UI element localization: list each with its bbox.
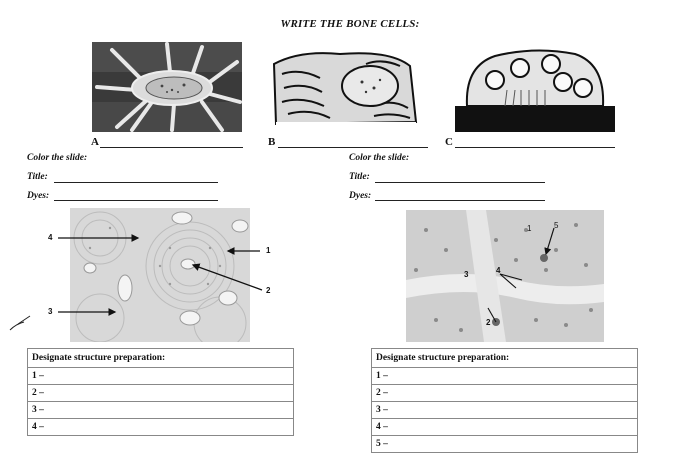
right-dyes-label: Dyes:	[349, 191, 372, 201]
right-structure-table	[371, 348, 638, 453]
left-pointer-number-3: 3	[48, 307, 53, 316]
right-title-label: Title:	[349, 172, 370, 182]
right-table-row-5[interactable]: 5 –	[372, 436, 638, 453]
cell-letter-b: B	[268, 136, 276, 148]
left-table-row-3[interactable]: 3 –	[28, 402, 294, 419]
right-pointer-number-2: 2	[486, 318, 491, 327]
left-table-header: Designate structure preparation:	[28, 349, 294, 368]
right-color-label: Color the slide:	[349, 153, 410, 163]
left-pointer-number-2: 2	[266, 286, 271, 295]
right-table-row-1[interactable]: 1 –	[372, 368, 638, 385]
right-pointer-number-3: 3	[464, 270, 469, 279]
left-table-row-2[interactable]: 2 –	[28, 385, 294, 402]
left-color-label: Color the slide:	[27, 153, 88, 163]
left-pointer-number-4: 4	[48, 233, 53, 242]
right-pointer-number-5: 5	[554, 221, 559, 230]
left-dyes-label: Dyes:	[27, 191, 50, 201]
right-pointer-number-4: 4	[496, 266, 501, 275]
worksheet-title: WRITE THE BONE CELLS:	[280, 18, 420, 30]
left-table-row-4[interactable]: 4 –	[28, 419, 294, 436]
left-title-label: Title:	[27, 172, 48, 182]
right-table-header: Designate structure preparation:	[372, 349, 638, 368]
left-pointer-number-1: 1	[266, 246, 271, 255]
left-table-row-1[interactable]: 1 –	[28, 368, 294, 385]
left-structure-table	[27, 348, 294, 436]
cell-letter-a: A	[91, 136, 99, 148]
right-pointer-number-1: 1	[527, 224, 532, 233]
right-table-row-4[interactable]: 4 –	[372, 419, 638, 436]
right-table-row-2[interactable]: 2 –	[372, 385, 638, 402]
right-table-row-3[interactable]: 3 –	[372, 402, 638, 419]
cell-letter-c: C	[445, 136, 453, 148]
